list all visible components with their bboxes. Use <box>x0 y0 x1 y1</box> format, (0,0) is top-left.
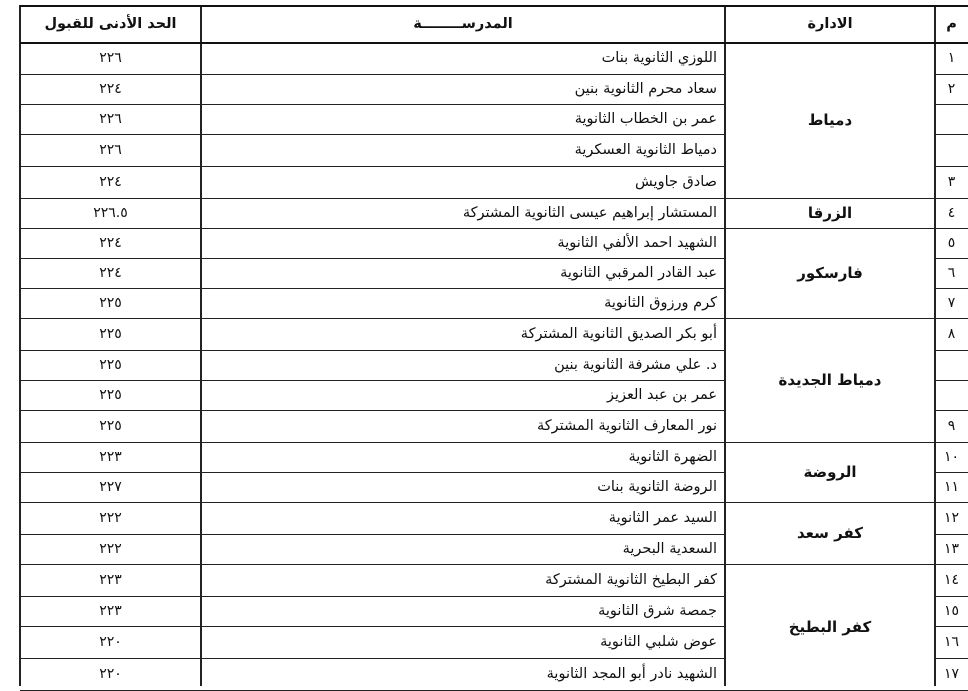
administration-cell: كفر سعد <box>797 524 863 542</box>
row-index-cell <box>935 350 968 380</box>
administration-cell: كفر البطيخ <box>788 618 872 636</box>
min-score-cell: ٢٢٥ <box>99 326 122 342</box>
school-name-cell: السيد عمر الثانوية <box>608 510 717 526</box>
min-score-cell: ٢٢٤ <box>99 174 122 190</box>
row-index-cell <box>935 134 968 166</box>
administration-cell: فارسكور <box>797 264 863 282</box>
school-name-cell: اللوزي الثانوية بنات <box>601 50 717 66</box>
school-name-cell: د. علي مشرفة الثانوية بنين <box>554 357 717 373</box>
row-index-cell: ٦ <box>947 265 956 281</box>
row-index-cell: ١٣ <box>943 541 960 557</box>
row-index-cell: ١٢ <box>943 510 960 526</box>
row-index-cell <box>935 380 968 410</box>
min-score-cell: ٢٢٤ <box>99 81 122 97</box>
header-index: م <box>946 15 957 32</box>
school-name-cell: صادق جاويش <box>635 174 717 190</box>
min-score-cell: ٢٢٥ <box>99 357 122 373</box>
row-index-cell: ٣ <box>947 174 956 190</box>
administration-cell: دمياط <box>807 111 853 129</box>
school-name-cell: جمصة شرق الثانوية <box>598 603 717 619</box>
min-score-cell: ٢٢٥ <box>99 387 122 403</box>
row-index-cell: ١٠ <box>943 449 960 465</box>
row-index-cell: ١٦ <box>943 634 960 650</box>
min-score-cell: ٢٢٤ <box>99 235 122 251</box>
min-score-cell: ٢٢٦ <box>99 142 122 158</box>
row-index-cell: ١٤ <box>943 572 960 588</box>
school-name-cell: كفر البطيخ الثانوية المشتركة <box>545 572 717 588</box>
header-administration: الادارة <box>807 15 853 32</box>
header-school: المدرســــــــة <box>413 15 513 32</box>
school-name-cell: الروضة الثانوية بنات <box>597 479 717 495</box>
min-score-cell: ٢٢٦ <box>99 50 122 66</box>
administration-cell: دمياط الجديدة <box>778 371 882 389</box>
school-name-cell: أبو بكر الصديق الثانوية المشتركة <box>520 326 717 342</box>
min-score-cell: ٢٢٣ <box>99 449 122 465</box>
min-score-cell: ٢٢٥ <box>99 295 122 311</box>
row-index-cell <box>935 104 968 134</box>
school-name-cell: المستشار إبراهيم عيسى الثانوية المشتركة <box>462 205 717 221</box>
row-index-cell: ٢ <box>947 81 956 97</box>
administration-cell: الروضة <box>803 463 857 481</box>
min-score-cell: ٢٢٤ <box>99 265 122 281</box>
school-name-cell: عوض شلبي الثانوية <box>600 634 717 650</box>
min-score-cell: ٢٢٠ <box>99 634 122 650</box>
school-name-cell: السعدية البحرية <box>622 541 717 557</box>
administration-cell: الزرقا <box>807 204 853 222</box>
min-score-cell: ٢٢٣ <box>99 572 122 588</box>
min-score-cell: ٢٢٢ <box>99 510 122 526</box>
row-index-cell: ٧ <box>947 295 956 311</box>
row-index-cell: ١ <box>947 50 956 66</box>
min-score-cell: ٢٢٦.٥ <box>93 205 128 221</box>
school-name-cell: عمر بن عبد العزيز <box>606 387 717 403</box>
min-score-cell: ٢٢٥ <box>99 418 122 434</box>
school-name-cell: الشهيد نادر أبو المجد الثانوية <box>546 666 717 682</box>
row-index-cell: ٤ <box>947 205 956 221</box>
school-name-cell: الشهيد احمد الألفي الثانوية <box>557 235 717 251</box>
min-score-cell: ٢٢٠ <box>99 666 122 682</box>
school-name-cell: سعاد محرم الثانوية بنين <box>574 81 717 97</box>
row-index-cell: ٨ <box>947 326 956 342</box>
row-index-cell: ٥ <box>947 235 956 251</box>
row-index-cell: ١٧ <box>943 666 960 682</box>
school-name-cell: دمياط الثانوية العسكرية <box>574 142 717 158</box>
min-score-cell: ٢٢٦ <box>99 111 122 127</box>
row-index-cell: ٩ <box>947 418 956 434</box>
header-min-score: الحد الأدنى للقبول <box>44 15 177 32</box>
school-name-cell: عمر بن الخطاب الثانوية <box>574 111 717 127</box>
school-name-cell: كرم ورزوق الثانوية <box>604 295 717 311</box>
min-score-cell: ٢٢٢ <box>99 541 122 557</box>
min-score-cell: ٢٢٣ <box>99 603 122 619</box>
min-score-cell: ٢٢٧ <box>99 479 122 495</box>
school-name-cell: عبد القادر المرقبي الثانوية <box>560 265 717 281</box>
school-name-cell: الضهرة الثانوية <box>628 449 717 465</box>
row-index-cell: ١١ <box>943 479 960 495</box>
row-index-cell: ١٥ <box>943 603 960 619</box>
school-name-cell: نور المعارف الثانوية المشتركة <box>536 418 717 434</box>
